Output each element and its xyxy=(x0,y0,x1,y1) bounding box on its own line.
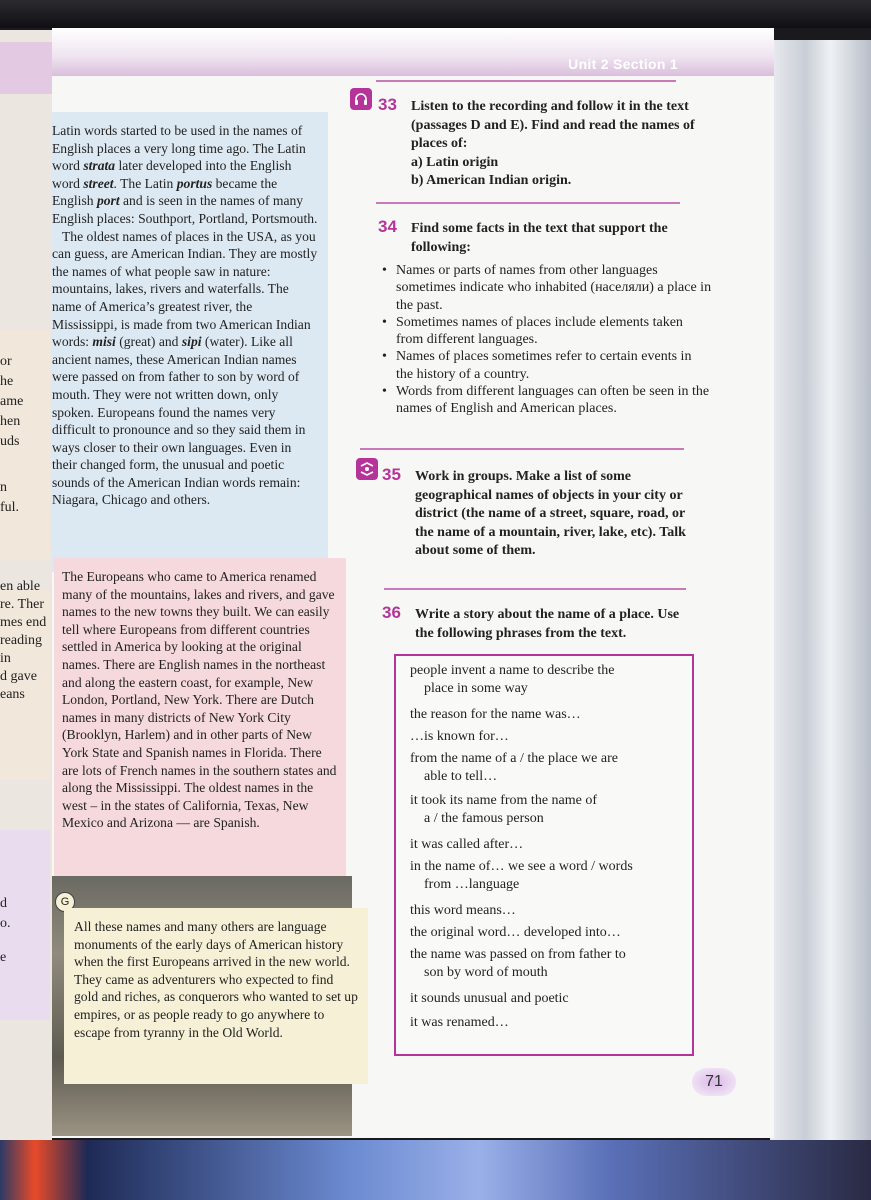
exercise-35 xyxy=(382,465,704,561)
page-header-band xyxy=(52,28,774,76)
exercise-33-top-rule xyxy=(376,80,676,82)
scan-border-top xyxy=(0,0,871,28)
list-item: • Names or parts of names from other languages sometimes indicate who inhabited (населяли) a place in the past. xyxy=(382,262,712,314)
exercise-34 xyxy=(378,217,707,257)
exercise-33-number: 33 xyxy=(378,95,397,114)
exercise-34-number: 34 xyxy=(378,217,397,236)
phrase-box xyxy=(394,654,694,1056)
headphones-icon xyxy=(350,88,372,110)
exercise-36-number: 36 xyxy=(382,603,401,622)
group-work-icon xyxy=(356,458,378,480)
exercise-33-option-b: b) American Indian origin. xyxy=(411,173,572,188)
scanner-plastic-edge xyxy=(770,40,871,1160)
left-page-fragment-middle: en able re. Ther mes end reading in d gave eans xyxy=(0,579,47,702)
passage-d-paragraph-1: Latin words started to be used in the names of English places a very long time ago. The Latin word strata later developed into the English word street. The Latin portus became the English port and is seen in the names of many English places: Southport, Portland, Portsmouth. xyxy=(52,123,318,226)
passage-e xyxy=(54,558,346,888)
exercise-35-number: 35 xyxy=(382,465,401,484)
passage-g-badge: G xyxy=(55,892,75,912)
list-item: • Sometimes names of places include elements taken from different languages. xyxy=(382,314,712,349)
list-item: the original word… developed into… xyxy=(410,925,621,940)
list-item: people invent a name to describe the place in some way xyxy=(410,663,615,696)
list-item: it sounds unusual and poetic xyxy=(410,991,569,1006)
scan-border-bottom xyxy=(0,1140,871,1200)
list-item: this word means… xyxy=(410,903,516,918)
left-page-header-band xyxy=(0,42,52,94)
unit-section-title: Unit 2 Section 1 xyxy=(568,56,678,72)
exercise-36 xyxy=(382,603,698,643)
list-item: in the name of… we see a word / words from …language xyxy=(410,859,633,892)
passage-g-text: All these names and many others are language monuments of the early days of American history when the first Europeans arrived in the new world. They came as adventurers who expected to find gold and riches, as conquerors who wanted to set up empires, or as people ready to go anywhere to escape from tyranny in the Old World. xyxy=(74,919,358,1040)
passage-d xyxy=(52,112,328,572)
exercise-35-top-rule xyxy=(360,448,684,450)
left-page-fragment-bottom: d o. e xyxy=(0,896,11,965)
passage-e-text: The Europeans who came to America renamed many of the mountains, lakes and rivers, and gave names to the new towns they built. We can easily tell where Europeans from different countries settled in America by looking at the original names. There are English names in the northeast and along the eastern coast, for example, New London, Portland, New York. There are Dutch names in many districts of New York City (Brooklyn, Harlem) and in other parts of New York State and Spanish names in Florida. There are lots of French names in the southern states and along the Mississippi. The oldest names in the west – in the states of California, Texas, New Mexico and Arizona — are Spanish. xyxy=(62,569,337,831)
left-page-fragment-top: or he ame hen uds xyxy=(0,354,24,449)
list-item: • Names of places sometimes refer to certain events in the history of a country. xyxy=(382,348,712,383)
exercise-36-instruction: Write a story about the name of a place. Use the following phrases from the text. xyxy=(415,607,680,641)
list-item: • Words from different languages can often be seen in the names of English and American places. xyxy=(382,383,712,418)
left-page-remnant xyxy=(0,30,52,1140)
list-item: the name was passed on from father to son by word of mouth xyxy=(410,947,626,980)
list-item: it was called after… xyxy=(410,837,524,852)
exercise-34-instruction: Find some facts in the text that support the following: xyxy=(411,221,668,255)
exercise-33-option-a: a) Latin origin xyxy=(411,154,499,170)
list-item: the reason for the name was… xyxy=(410,707,581,722)
list-item: from the name of a / the place we are able to tell… xyxy=(410,751,618,784)
passage-d-paragraph-2: The oldest names of places in the USA, as you can guess, are American Indian. They are mostly the names of what people saw in nature: mountains, lakes, rivers and waterfalls. The name of America’s greatest river, the Mississippi, is made from two American Indian words: misi (great) and sipi (water). Like all ancient names, these American Indian names were passed on from father to son by word of mouth. They were not written down, only spoken. Europeans found the names very difficult to pronounce and so they said them in ways closer to their own languages. Even in their changed form, the unusual and poetic sounds of the American Indian words remain: Niagara, Chicago and others. xyxy=(52,228,318,508)
exercise-33 xyxy=(378,95,707,191)
left-page-fragment-ful: n ful. xyxy=(0,480,20,515)
list-item: it was renamed… xyxy=(410,1015,509,1030)
exercise-35-instruction: Work in groups. Make a list of some geographical names of objects in your city or district (the name of a street, square, road, or the name of a mountain, river, lake, etc). Talk about some of them. xyxy=(415,469,686,558)
textbook-page xyxy=(52,28,774,1138)
passage-g xyxy=(64,908,368,1084)
list-item: …is known for… xyxy=(410,729,509,744)
page-number: 71 xyxy=(692,1068,736,1096)
list-item: it took its name from the name of a / the famous person xyxy=(410,793,598,826)
exercise-34-bullets xyxy=(382,262,712,418)
exercise-34-top-rule xyxy=(376,202,680,204)
exercise-33-instruction: Listen to the recording and follow it in the text (passages D and E). Find and read the names of places of: xyxy=(411,99,695,151)
exercise-36-top-rule xyxy=(384,588,686,590)
